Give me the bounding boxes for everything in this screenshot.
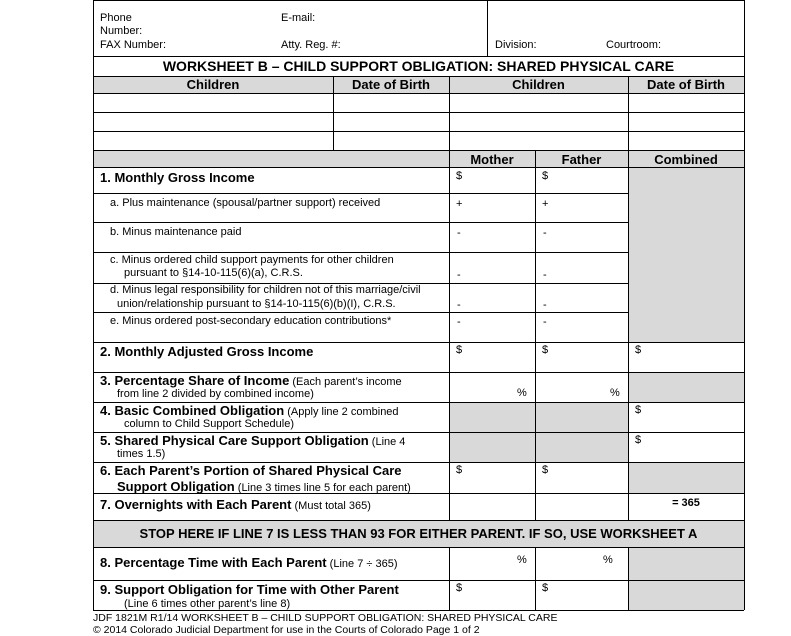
line-7-label: [100, 497, 371, 512]
line-4-title: 4. Basic Combined Obligation: [100, 403, 285, 418]
line-2-combined-dollar: $: [635, 344, 642, 356]
line-5-combined-dollar: $: [635, 434, 642, 446]
line-6-mother-dollar: $: [456, 464, 463, 476]
line-1a-mother-plus: +: [456, 198, 463, 210]
footer-form-id: JDF 1821M R1/14 WORKSHEET B – CHILD SUPPORT OBLIGATION: SHARED PHYSICAL CARE: [93, 612, 558, 624]
footer-copyright: © 2014 Colorado Judicial Department for use in the Courts of Colorado Page 1 of 2: [93, 624, 480, 636]
dob-col-header-2: Date of Birth: [647, 77, 725, 92]
line-8-note: (Line 7 ÷ 365): [326, 558, 398, 570]
line-7-title: 7. Overnights with Each Parent: [100, 497, 292, 512]
line-6-label-2: [117, 479, 411, 494]
line-1e-father-minus: -: [543, 316, 547, 328]
line-1c-label-2: pursuant to §14-10-115(6)(a), C.R.S.: [124, 267, 303, 279]
line-3-father-percent: %: [610, 387, 620, 399]
line-1d-label-2: union/relationship pursuant to §14-10-115(6)(b)(I), C.R.S.: [117, 298, 396, 310]
line-5-label-2: times 1.5): [117, 448, 166, 460]
courtroom-label: Courtroom:: [606, 39, 662, 51]
line-5-title: 5. Shared Physical Care Support Obligation: [100, 433, 369, 448]
line-1d-mother-minus: -: [457, 299, 461, 311]
line-4-label: [100, 403, 399, 418]
children-col-header-2: Children: [512, 77, 565, 92]
line-3-note: (Each parent’s income: [289, 376, 402, 388]
line-1-label: 1. Monthly Gross Income: [100, 170, 255, 185]
line-4-note: (Apply line 2 combined: [284, 406, 399, 418]
line-3-label: [100, 373, 402, 388]
line-7-note: (Must total 365): [291, 500, 371, 512]
line-1c-mother-minus: -: [457, 269, 461, 281]
line-9-father-dollar: $: [542, 582, 549, 594]
line-6-father-dollar: $: [542, 464, 549, 476]
line-7-total: = 365: [672, 497, 700, 509]
line-1c-label: c. Minus ordered child support payments for other children: [110, 254, 394, 266]
email-label: E-mail:: [281, 12, 316, 24]
line-9-mother-dollar: $: [456, 582, 463, 594]
line-6-note: (Line 3 times line 5 for each parent): [234, 482, 411, 494]
phone-label: Phone: [100, 12, 132, 24]
line-8-title: 8. Percentage Time with Each Parent: [100, 555, 327, 570]
line-1b-mother-minus: -: [457, 227, 461, 239]
line-1d-label: d. Minus legal responsibility for children not of this marriage/civil: [110, 284, 421, 296]
line-2-father-dollar: $: [542, 344, 549, 356]
line-1-mother-dollar: $: [456, 170, 463, 182]
children-col-header: Children: [186, 77, 240, 92]
atty-reg-label: Atty. Reg. #:: [281, 39, 341, 51]
line-4-combined-dollar: $: [635, 404, 642, 416]
stop-instruction: STOP HERE IF LINE 7 IS LESS THAN 93 FOR EITHER PARENT. IF SO, USE WORKSHEET A: [139, 526, 698, 541]
combined-line1-shade: [628, 167, 744, 342]
line-6-label: 6. Each Parent’s Portion of Shared Physical Care: [100, 463, 402, 478]
line-8-father-percent: %: [603, 554, 613, 566]
father-col-header: Father: [561, 152, 602, 167]
line-1b-label: b. Minus maintenance paid: [110, 226, 242, 238]
line-9-label-2: (Line 6 times other parent’s line 8): [124, 598, 291, 610]
dob-col-header: Date of Birth: [352, 77, 430, 92]
line-1d-father-minus: -: [543, 299, 547, 311]
line-3-title: 3. Percentage Share of Income: [100, 373, 290, 388]
combined-line3-shade: [628, 372, 744, 402]
worksheet-title: WORKSHEET B – CHILD SUPPORT OBLIGATION: SHARED PHYSICAL CARE: [162, 58, 675, 74]
combined-col-header: Combined: [654, 152, 718, 167]
mother-col-header: Mother: [470, 152, 514, 167]
combined-line8-9-shade: [628, 547, 744, 610]
line-1b-father-minus: -: [543, 227, 547, 239]
fax-label: FAX Number:: [100, 39, 167, 51]
line-5-label: [100, 433, 405, 448]
line-1a-father-plus: +: [542, 198, 549, 210]
line-5-note: (Line 4: [368, 436, 406, 448]
line-2-mother-dollar: $: [456, 344, 463, 356]
phone-number-label: Number:: [100, 25, 143, 37]
division-label: Division:: [495, 39, 537, 51]
line-4-label-2: column to Child Support Schedule): [124, 418, 294, 430]
combined-line6-shade: [628, 462, 744, 493]
line-9-label: 9. Support Obligation for Time with Other Parent: [100, 582, 399, 597]
line-1-father-dollar: $: [542, 170, 549, 182]
line-3-mother-percent: %: [517, 387, 527, 399]
line-8-mother-percent: %: [517, 554, 527, 566]
line-6-title: Support Obligation: [117, 479, 235, 494]
line-1e-mother-minus: -: [457, 316, 461, 328]
line-1a-label: a. Plus maintenance (spousal/partner support) received: [110, 197, 381, 209]
line-3-label-2: from line 2 divided by combined income): [117, 388, 314, 400]
line-1e-label: e. Minus ordered post-secondary education contributions*: [110, 315, 392, 327]
line-8-label: [100, 555, 397, 570]
line-1c-father-minus: -: [543, 269, 547, 281]
line-2-label: 2. Monthly Adjusted Gross Income: [100, 344, 314, 359]
